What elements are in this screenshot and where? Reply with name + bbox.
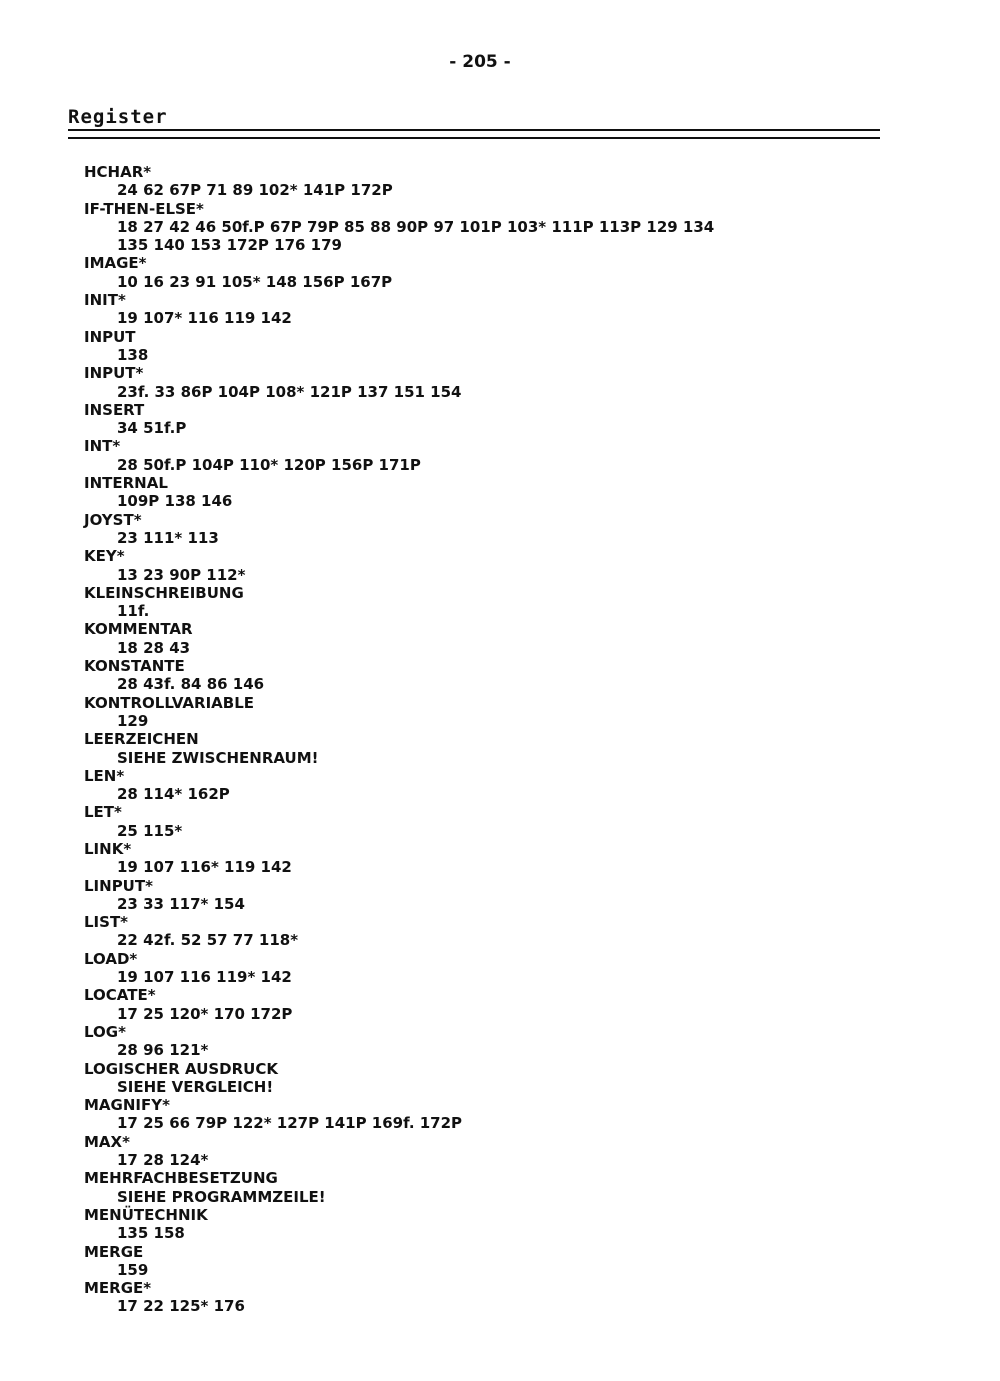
index-term: INT* xyxy=(84,437,121,456)
index-entry xyxy=(84,328,964,365)
index-entry xyxy=(84,657,964,694)
index-page-refs: 17 22 125* 176 xyxy=(117,1297,245,1316)
index-page-refs: SIEHE PROGRAMMZEILE! xyxy=(117,1187,326,1206)
index-term: LINK* xyxy=(84,839,132,858)
index-term: LOG* xyxy=(84,1022,126,1041)
index-entry xyxy=(84,986,964,1023)
index-entry xyxy=(84,200,964,255)
index-term: INTERNAL xyxy=(84,474,168,493)
index-page-refs: 23f. 33 86P 104P 108* 121P 137 151 154 xyxy=(117,382,462,401)
index-page-refs: 19 107 116* 119 142 xyxy=(117,858,292,877)
page-number: - 205 - xyxy=(449,52,511,72)
index-term: LINPUT* xyxy=(84,876,153,895)
index-entry xyxy=(84,840,964,877)
index-entry xyxy=(84,1096,964,1133)
index-page-refs: 19 107 116 119* 142 xyxy=(117,968,292,987)
index-entry xyxy=(84,1169,964,1206)
index-entry xyxy=(84,437,964,474)
index-page-refs: 17 25 120* 170 172P xyxy=(117,1004,293,1023)
index-term: IF-THEN-ELSE* xyxy=(84,199,204,218)
index-page-refs: 19 107* 116 119 142 xyxy=(117,309,292,328)
index-entry xyxy=(84,1206,964,1243)
index-entry xyxy=(84,1279,964,1316)
index-entry xyxy=(84,877,964,914)
index-page-refs: 129 xyxy=(117,711,149,730)
index-page-refs: 28 114* 162P xyxy=(117,785,230,804)
index-entry xyxy=(84,620,964,657)
index-entry xyxy=(84,767,964,804)
index-page-refs: 159 xyxy=(117,1260,149,1279)
index-page-refs: 11f. xyxy=(117,602,150,621)
index-page-refs: 23 111* 113 xyxy=(117,528,219,547)
index-entry xyxy=(84,291,964,328)
index-term: KLEINSCHREIBUNG xyxy=(84,583,244,602)
index-entry xyxy=(84,511,964,548)
index-term: LOCATE* xyxy=(84,986,156,1005)
index-page-refs: 18 27 42 46 50f.P 67P 79P 85 88 90P 97 101P 103* 111P 113P 129 134 135 140 153 172P 176 179 xyxy=(117,217,715,255)
title-underline xyxy=(68,129,880,139)
index-term: KEY* xyxy=(84,547,125,566)
index-term: LOGISCHER AUSDRUCK xyxy=(84,1059,278,1078)
index-page-refs: 23 33 117* 154 xyxy=(117,894,245,913)
index-term: LOAD* xyxy=(84,949,138,968)
index-term: MENÜTECHNIK xyxy=(84,1205,208,1224)
index-entry xyxy=(84,584,964,621)
index-page-refs: 138 xyxy=(117,345,149,364)
index-term: JOYST* xyxy=(84,510,142,529)
index-list xyxy=(84,163,964,1316)
index-entry xyxy=(84,694,964,731)
index-entry xyxy=(84,474,964,511)
index-entry xyxy=(84,803,964,840)
index-term: INSERT xyxy=(84,400,145,419)
index-entry xyxy=(84,364,964,401)
index-page-refs: 13 23 90P 112* xyxy=(117,565,246,584)
index-term: MAGNIFY* xyxy=(84,1096,170,1115)
index-entry xyxy=(84,547,964,584)
index-term: LEN* xyxy=(84,766,125,785)
index-term: IMAGE* xyxy=(84,254,147,273)
index-entry xyxy=(84,1243,964,1280)
page-title: Register xyxy=(68,106,168,128)
index-term: INPUT* xyxy=(84,364,144,383)
index-page-refs: 22 42f. 52 57 77 118* xyxy=(117,931,299,950)
index-entry xyxy=(84,254,964,291)
index-page-refs: 28 43f. 84 86 146 xyxy=(117,675,265,694)
index-term: MERGE* xyxy=(84,1279,152,1298)
index-entry xyxy=(84,1023,964,1060)
index-page-refs: 28 50f.P 104P 110* 120P 156P 171P xyxy=(117,455,421,474)
index-page-refs: 17 28 124* xyxy=(117,1151,209,1170)
index-page-refs: 25 115* xyxy=(117,821,183,840)
index-term: MERGE xyxy=(84,1242,144,1261)
index-term: MAX* xyxy=(84,1132,130,1151)
index-page-refs: SIEHE VERGLEICH! xyxy=(117,1077,274,1096)
index-term: LEERZEICHEN xyxy=(84,730,199,749)
index-page-refs: 109P 138 146 xyxy=(117,492,233,511)
index-page-refs: SIEHE ZWISCHENRAUM! xyxy=(117,748,319,767)
index-term: LIST* xyxy=(84,913,129,932)
index-term: INPUT xyxy=(84,327,136,346)
index-term: KOMMENTAR xyxy=(84,620,193,639)
index-entry xyxy=(84,730,964,767)
index-term: INIT* xyxy=(84,291,126,310)
index-page-refs: 17 25 66 79P 122* 127P 141P 169f. 172P xyxy=(117,1114,463,1133)
index-page-refs: 28 96 121* xyxy=(117,1041,209,1060)
index-term: HCHAR* xyxy=(84,163,152,181)
index-term: LET* xyxy=(84,803,122,822)
index-entry xyxy=(84,163,964,200)
index-term: MEHRFACHBESETZUNG xyxy=(84,1169,278,1188)
index-entry xyxy=(84,1133,964,1170)
index-page-refs: 135 158 xyxy=(117,1224,185,1243)
index-term: KONTROLLVARIABLE xyxy=(84,693,255,712)
index-entry xyxy=(84,913,964,950)
index-entry xyxy=(84,950,964,987)
index-entry xyxy=(84,401,964,438)
index-page-refs: 34 51f.P xyxy=(117,419,187,438)
index-page-refs: 10 16 23 91 105* 148 156P 167P xyxy=(117,272,393,291)
index-entry xyxy=(84,1060,964,1097)
index-term: KONSTANTE xyxy=(84,657,185,676)
index-page-refs: 18 28 43 xyxy=(117,638,191,657)
index-page-refs: 24 62 67P 71 89 102* 141P 172P xyxy=(117,181,393,200)
